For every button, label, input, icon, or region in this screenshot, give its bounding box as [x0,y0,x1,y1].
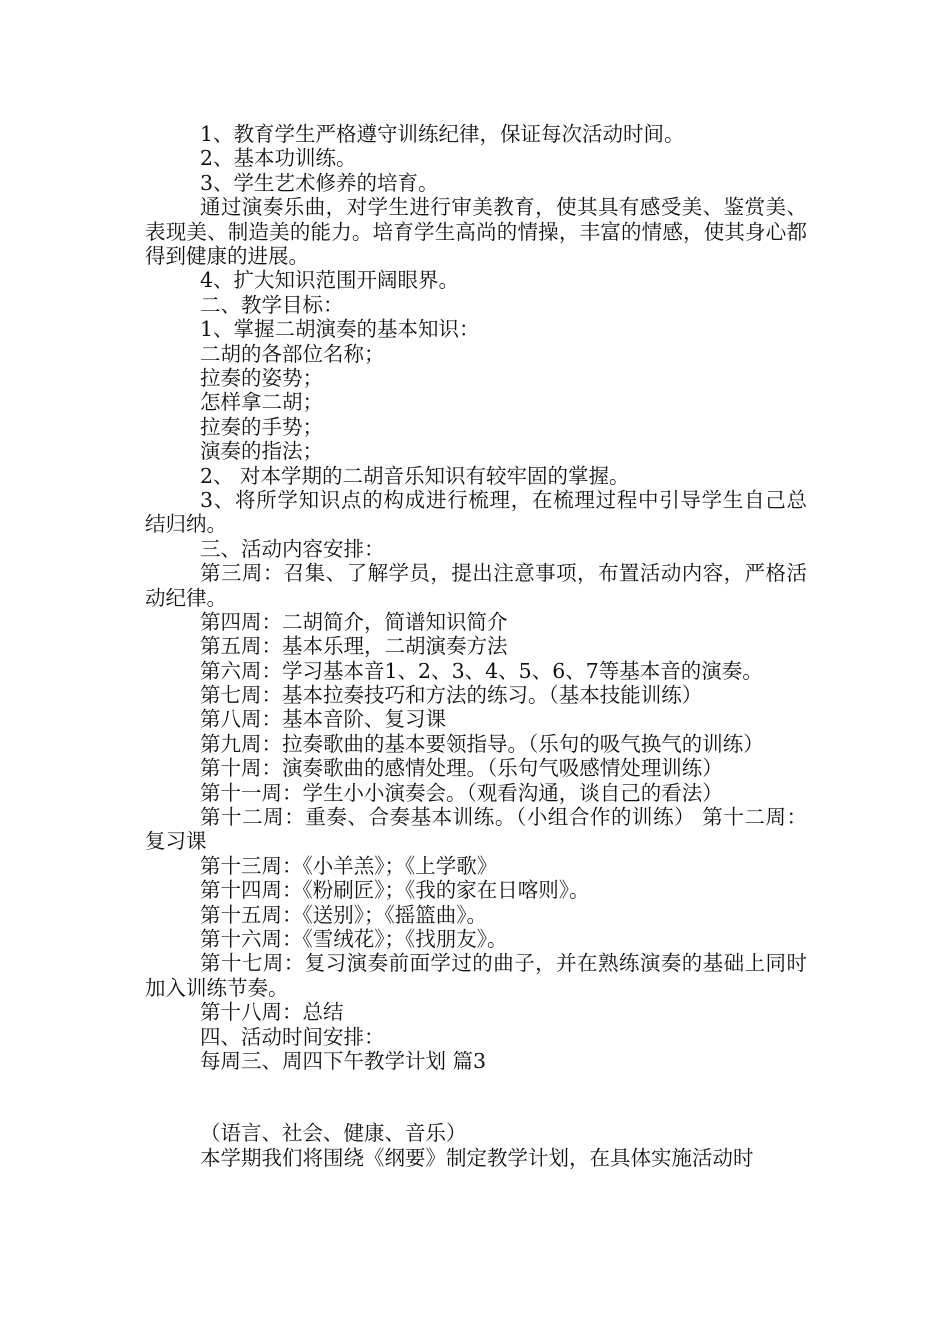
text-line: 本学期我们将围绕《纲要》制定教学计划，在具体实施活动时 [200,1145,754,1170]
text-line: 第十三周：《小羊羔》；《上学歌》 [200,853,498,878]
text-paragraph: 第十七周：复习演奏前面学过的曲子，并在熟练演奏的基础上同时加入训练节奏。 [145,951,807,1000]
text-line: 第十一周：学生小小演奏会。（观看沟通，谈自己的看法） [200,780,723,805]
text-line: 1、掌握二胡演奏的基本知识： [200,317,480,342]
text-line: 三、活动内容安排： [200,536,385,561]
text-line: 2、 对本学期的二胡音乐知识有较牢固的掌握。 [200,463,630,488]
blank-space [145,1073,807,1121]
text-line: 3、学生艺术修养的培育。 [200,170,439,195]
text-line: 第四周：二胡简介，简谱知识简介 [200,609,508,634]
text-line: 第十八周：总结 [200,1000,344,1025]
text-line: 第十四周：《粉刷匠》；《我的家在日喀则》。 [200,878,590,903]
text-line: 第十六周：《雪绒花》；《找朋友》。 [200,927,508,952]
text-paragraph: 3、将所学知识点的构成进行梳理，在梳理过程中引导学生自己总结归纳。 [145,487,807,537]
text-line: 二胡的各部位名称； [200,341,385,366]
text-paragraph: 通过演奏乐曲，对学生进行审美教育，使其具有感受美、鉴赏美、表现美、制造美的能力。培育学生高尚的情操，丰富的情感，使其身心都得到健康的进展。 [145,195,807,268]
text-paragraph: 第九周：拉奏歌曲的基本要领指导。（乐句的吸气换气的训练） [200,731,764,756]
text-line: 拉奏的手势； [200,414,323,439]
text-line: 演奏的指法； [200,439,323,464]
text-line: 第十五周：《送别》；《摇篮曲》。 [200,902,487,927]
text-line: 拉奏的姿势； [200,365,323,390]
text-line: 二、教学目标： [200,292,344,317]
text-line: 第七周：基本拉奏技巧和方法的练习。（基本技能训练） [200,683,703,708]
text-line: 第五周：基本乐理，二胡演奏方法 [200,634,508,659]
text-paragraph: 第十二周：重奏、合奏基本训练。（小组合作的训练） 第十二周：复习课 [145,805,807,854]
text-line: （语言、社会、健康、音乐） [200,1121,467,1146]
text-line: 4、扩大知识范围开阔眼界。 [200,268,460,293]
document-body [145,122,807,1170]
section-heading: 每周三、周四下午教学计划 篇3 [200,1049,487,1074]
text-line: 第八周：基本音阶、复习课 [200,707,446,732]
text-line: 第十周：演奏歌曲的感情处理。（乐句气吸感情处理训练） [200,756,723,781]
text-line: 四、活动时间安排： [200,1024,385,1049]
text-paragraph: 第三周：召集、了解学员，提出注意事项，布置活动内容，严格活动纪律。 [145,561,807,610]
text-line: 怎样拿二胡； [200,390,323,415]
text-line: 第六周：学习基本音1、2、3、4、5、6、7等基本音的演奏。 [200,658,763,683]
text-line: 1、教育学生严格遵守训练纪律，保证每次活动时间。 [200,122,685,146]
text-line: 2、基本功训练。 [200,146,357,171]
